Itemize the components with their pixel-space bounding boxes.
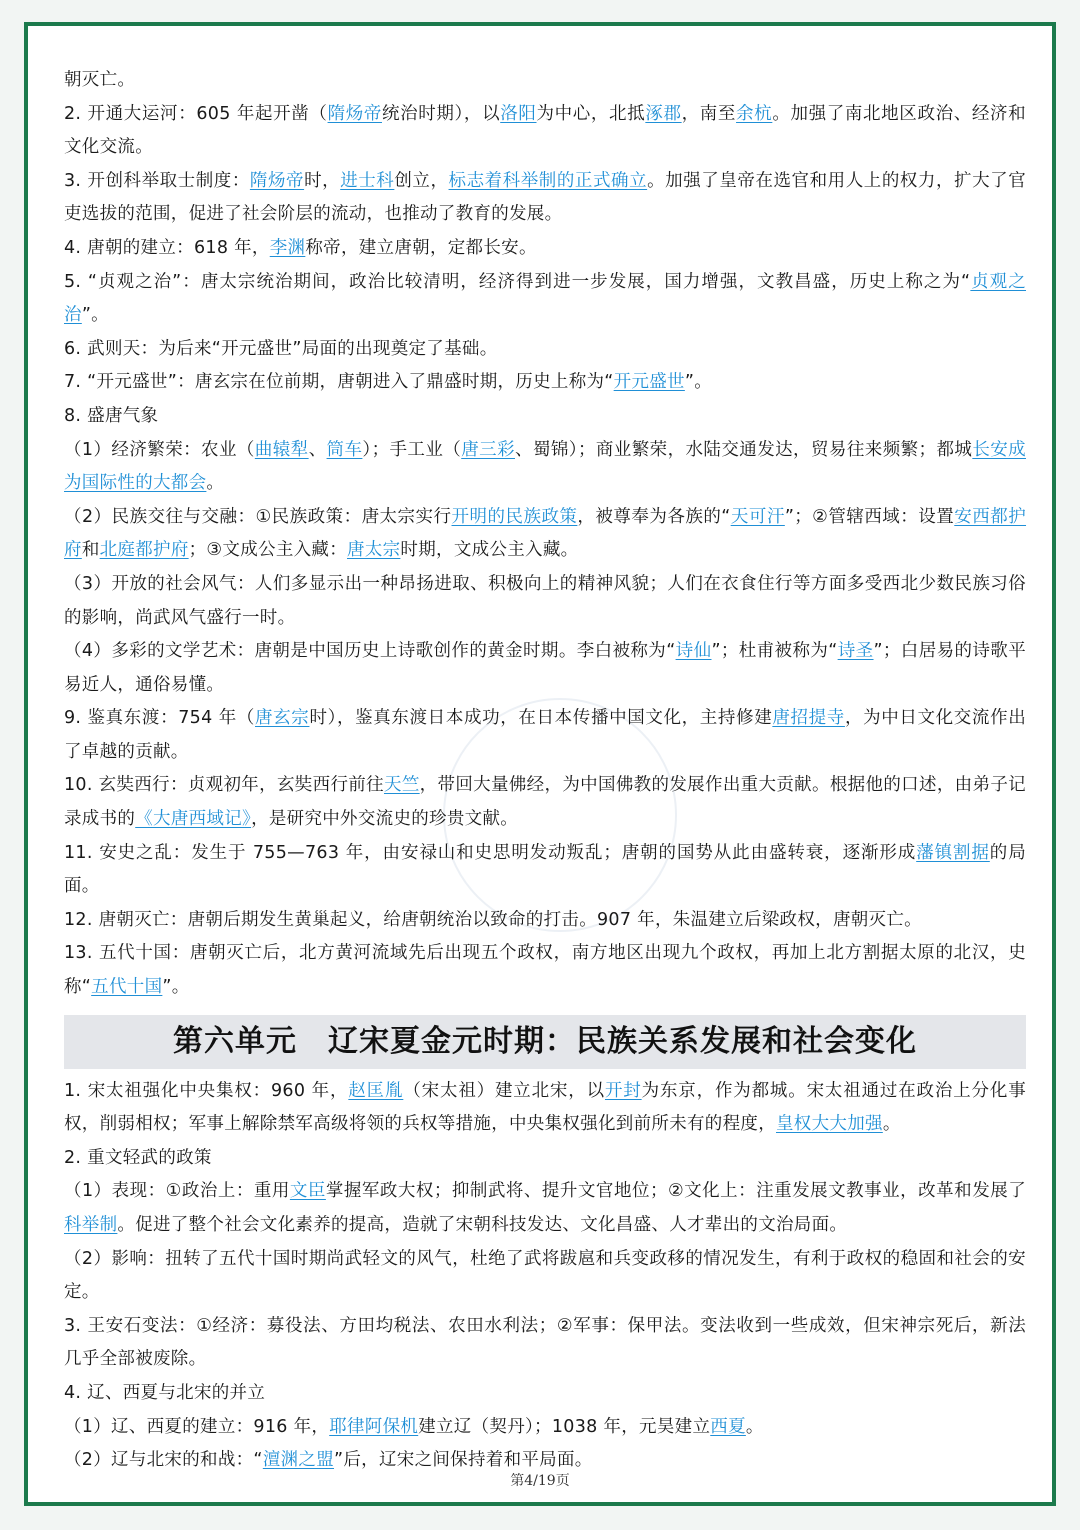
key-term: 天可汗 — [730, 506, 785, 527]
text-run: 2. 开通大运河：605 年起开凿（ — [64, 103, 328, 124]
text-run: 朝灭亡。 — [64, 70, 136, 90]
key-term: 隋炀帝 — [249, 170, 305, 191]
key-term: 藩镇割据 — [916, 842, 990, 863]
text-run: （2）民族交往与交融：①民族政策：唐太宗实行 — [64, 506, 452, 527]
text-run: 建立辽（契丹）；1038 年，元昊建立 — [418, 1416, 711, 1437]
text-run: 1. 宋太祖强化中央集权：960 年， — [64, 1080, 349, 1101]
key-term: 贞观之治 — [64, 271, 1026, 326]
text-run: （3）开放的社会风气：人们多显示出一种昂扬进取、积极向上的精神风貌；人们在衣食住行等方面多受西北少数民族习俗的影响，尚武风气盛行一时。 — [64, 573, 1026, 628]
text-run: 。加强了皇帝在选官和用人上的权力，扩大了官吏选拔的范围，促进了社会阶层的流动，也推动了教育的发展。 — [64, 170, 1026, 225]
paragraph — [64, 904, 1026, 938]
text-run: 3. 开创科举取士制度： — [64, 170, 250, 191]
key-term: 长安成为国际性的大都会 — [64, 439, 1026, 494]
text-run: ”；白居易的诗歌平易近人，通俗易懂。 — [64, 641, 1026, 695]
key-term: 涿郡 — [645, 103, 682, 124]
text-run: 4. 辽、西夏与北宋的并立 — [64, 1382, 266, 1403]
text-run: 统治时期），以 — [381, 103, 501, 124]
text-run: ，南至 — [681, 103, 737, 124]
key-term: 科举制 — [64, 1215, 118, 1235]
text-run: 创立， — [394, 170, 449, 191]
text-run: 7. “开元盛世”：唐玄宗在位前期，唐朝进入了鼎盛时期，历史上称为“ — [64, 372, 614, 393]
paragraph — [64, 366, 1026, 400]
key-term: 唐太宗 — [347, 540, 401, 561]
paragraph — [64, 1243, 1026, 1310]
key-term: 文臣 — [289, 1181, 326, 1202]
key-term: 诗仙 — [675, 641, 712, 662]
key-term: 开明的民族政策 — [451, 506, 578, 527]
paragraph — [64, 333, 1026, 367]
key-term: 安西都护府 — [64, 506, 1027, 561]
paragraph — [64, 98, 1026, 165]
paragraph — [64, 1142, 1026, 1176]
text-run: 3. 王安石变法：①经济：募役法、方田均税法、农田水利法；②军事：保甲法。变法收到一些成效，但宋神宗死后，新法几乎全部被废除。 — [64, 1315, 1026, 1370]
text-run: ，被尊奉为各族的“ — [577, 506, 731, 527]
key-term: 澶渊之盟 — [262, 1450, 335, 1471]
key-term: 北庭都护府 — [99, 540, 189, 561]
key-term: 余杭 — [736, 103, 773, 124]
document-page — [24, 22, 1056, 1506]
key-term: 《大唐西域记》 — [135, 809, 252, 830]
text-run: （宋太祖）建立北宋，以 — [403, 1080, 605, 1101]
text-run: 为中心，北抵 — [536, 103, 646, 124]
text-run: ”。 — [81, 305, 109, 326]
key-term: 隋炀帝 — [327, 103, 382, 124]
text-run: 9. 鉴真东渡：754 年（ — [64, 708, 255, 729]
text-run: 6. 武则天：为后来“开元盛世”局面的出现奠定了基础。 — [64, 338, 498, 359]
paragraph — [64, 837, 1026, 904]
text-run: 12. 唐朝灭亡：唐朝后期发生黄巢起义，给唐朝统治以致命的打击。907 年，朱温建立后梁政权，唐朝灭亡。 — [64, 909, 922, 930]
key-term: 筒车 — [326, 439, 363, 460]
paragraph — [64, 568, 1026, 635]
text-run: 掌握军政大权；抑制武将、提升文官地位；②文化上：注重发展文教事业，改革和发展了 — [325, 1181, 1026, 1202]
page-number: 第4/19页 — [510, 1473, 570, 1489]
document-content — [64, 64, 1026, 1478]
text-run: 时期，文成公主入藏。 — [400, 540, 579, 561]
paragraph — [64, 266, 1026, 333]
key-term: 唐三彩 — [461, 439, 515, 460]
text-run: 、蜀锦）；商业繁荣，水陆交通发达，贸易往来频繁；都城 — [515, 439, 973, 460]
text-run: （1）经济繁荣：农业（ — [64, 439, 255, 460]
text-run: （1）表现：①政治上：重用 — [64, 1181, 290, 1202]
paragraph — [64, 501, 1026, 568]
text-run: ”。 — [684, 372, 713, 393]
text-run: 13. 五代十国：唐朝灭亡后，北方黄河流域先后出现五个政权，南方地区出现九个政权，再加上北方割据太原的北汉，史称“ — [64, 943, 1026, 998]
paragraph — [64, 937, 1026, 1004]
paragraph — [64, 1310, 1026, 1377]
paragraph — [64, 702, 1026, 769]
key-term: 曲辕犁 — [254, 439, 309, 460]
paragraph — [64, 165, 1026, 232]
text-run: ”。 — [162, 977, 190, 998]
text-run: （1）辽、西夏的建立：916 年， — [64, 1416, 330, 1437]
text-run: 、 — [308, 439, 327, 460]
text-run: 4. 唐朝的建立：618 年， — [64, 237, 270, 258]
paragraph — [64, 1175, 1026, 1242]
text-run: ，带回大量佛经，为中国佛教的发展作出重大贡献。根据他的口述，由弟子记录成书的 — [64, 775, 1026, 830]
key-term: 洛阳 — [500, 103, 537, 124]
section-unit-six — [64, 1075, 1026, 1478]
text-run: ，是研究中外交流史的珍贵文献。 — [251, 809, 519, 830]
text-run: ”后，辽宋之间保持着和平局面。 — [334, 1450, 593, 1471]
key-term: 诗圣 — [837, 641, 874, 662]
text-run: 为东京，作为都城。宋太祖通过在政治上分化事权，削弱相权；军事上解除禁军高级将领的兵权等措施，中央集权强化到前所未有的程度， — [64, 1080, 1026, 1135]
key-term: 唐玄宗 — [255, 708, 310, 729]
text-run: 。加强了南北地区政治、经济和文化交流。 — [64, 103, 1026, 158]
text-run: （2）影响：扭转了五代十国时期尚武轻文的风气，杜绝了武将跋扈和兵变政移的情况发生，有利于政权的稳固和社会的安定。 — [64, 1248, 1026, 1303]
text-run: 11. 安史之乱：发生于 755—763 年，由安禄山和史思明发动叛乱；唐朝的国势从此由盛转衰，逐渐形成 — [64, 842, 917, 863]
paragraph — [64, 232, 1026, 266]
text-run: 的局面。 — [64, 842, 1026, 897]
text-run: ）；手工业（ — [362, 439, 462, 460]
paragraph — [64, 64, 1026, 98]
text-run: ；③文成公主入藏： — [188, 540, 348, 561]
section-sui-tang — [64, 64, 1026, 1005]
text-run: （4）多彩的文学艺术：唐朝是中国历史上诗歌创作的黄金时期。李白被称为“ — [64, 641, 676, 662]
text-run: ”；②管辖西域：设置 — [784, 506, 955, 527]
paragraph — [64, 1411, 1026, 1445]
text-run: 。 — [745, 1416, 764, 1437]
text-run: 和 — [81, 540, 100, 561]
text-run: 。促进了整个社会文化素养的提高，造就了宋朝科技发达、文化昌盛、人才辈出的文治局面。 — [117, 1215, 848, 1235]
text-run: 2. 重文轻武的政策 — [64, 1147, 212, 1168]
text-run: 5. “贞观之治”：唐太宗统治期间，政治比较清明，经济得到进一步发展，国力增强，文教昌盛，历史上称之为“ — [64, 271, 971, 292]
key-term: 西夏 — [710, 1416, 746, 1437]
key-term: 李渊 — [269, 237, 306, 258]
text-run: 8. 盛唐气象 — [64, 405, 159, 426]
key-term: 标志着科举制的正式确立 — [448, 170, 648, 191]
paragraph — [64, 1377, 1026, 1411]
key-term: 开元盛世 — [613, 372, 685, 393]
key-term: 开封 — [604, 1080, 642, 1101]
key-term: 赵匡胤 — [348, 1080, 404, 1101]
text-run: 时， — [304, 170, 341, 191]
unit-title-banner: 第六单元 辽宋夏金元时期：民族关系发展和社会变化 — [64, 1015, 1026, 1069]
text-run: 时），鉴真东渡日本成功，在日本传播中国文化，主持修建 — [309, 708, 773, 729]
paragraph — [64, 400, 1026, 434]
paragraph — [64, 635, 1026, 702]
text-run: ”；杜甫被称为“ — [711, 641, 838, 662]
text-run: 。 — [882, 1114, 901, 1135]
text-run: 称帝，建立唐朝，定都长安。 — [305, 237, 537, 258]
key-term: 五代十国 — [91, 977, 163, 998]
text-run: ，为中日文化交流作出了卓越的贡献。 — [64, 708, 1027, 762]
key-term: 天竺 — [383, 775, 420, 796]
text-run: 。 — [206, 473, 225, 494]
text-run: （2）辽与北宋的和战：“ — [64, 1450, 263, 1471]
paragraph — [64, 1075, 1026, 1142]
key-term: 耶律阿保机 — [329, 1416, 419, 1437]
key-term: 皇权大大加强 — [776, 1114, 883, 1135]
paragraph — [64, 434, 1026, 501]
text-run: 10. 玄奘西行：贞观初年，玄奘西行前往 — [64, 775, 384, 796]
paragraph — [64, 769, 1026, 836]
key-term: 进士科 — [340, 170, 395, 191]
key-term: 唐招提寺 — [772, 708, 845, 729]
